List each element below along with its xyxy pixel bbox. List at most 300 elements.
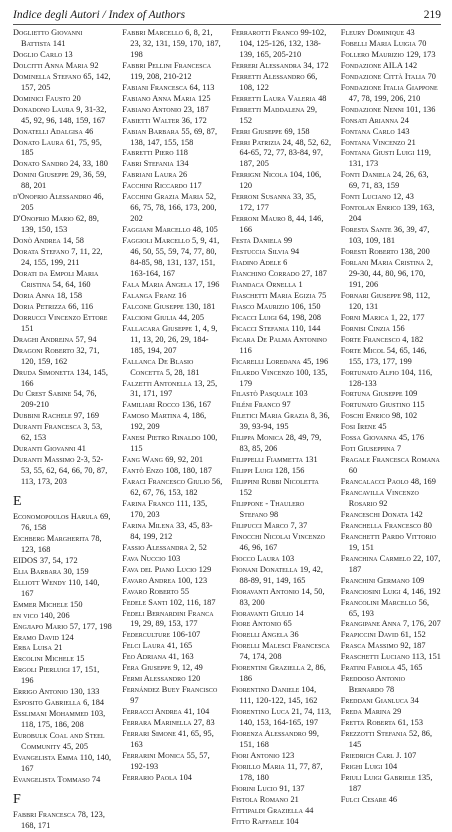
page-refs: 21	[407, 137, 416, 147]
index-entry	[13, 313, 113, 335]
page-refs: 140, 206	[40, 610, 70, 620]
author-name: Fabbri Francesca	[13, 809, 76, 819]
author-name: Fedeli Bernardini Franca	[122, 608, 214, 618]
index-entry	[13, 654, 113, 665]
page-refs: 29	[392, 707, 402, 717]
author-name: Facchini Grazia Maria	[122, 192, 204, 202]
index-entry	[122, 477, 222, 499]
author-name: Filastò Pasquale	[231, 389, 293, 399]
author-name: Filippi Luigi	[231, 466, 273, 476]
index-entry	[122, 433, 222, 455]
author-name: Dorrucci Vincenzo Ettore	[13, 312, 108, 322]
index-entry	[13, 578, 113, 600]
page-refs: 15	[76, 654, 85, 664]
page-refs: 7, 11, 22, 24, 155, 199, 211	[21, 247, 103, 268]
index-entry	[341, 138, 441, 149]
page-refs: 134, 145, 166	[21, 367, 108, 388]
page-refs: 7, 176, 207	[402, 619, 441, 629]
index-entry	[341, 751, 441, 762]
author-name: Fera Giuseppe	[122, 663, 172, 673]
page-refs: 131	[305, 455, 318, 465]
index-entry	[341, 225, 441, 247]
index-entry	[122, 291, 222, 302]
page-refs: 46	[388, 794, 398, 804]
author-name: Fanesi Pietro Rinaldo	[122, 433, 201, 443]
author-name: Fermi Alessandro	[122, 674, 186, 684]
index-entry	[13, 50, 113, 61]
index-entry	[341, 795, 441, 806]
author-name: Fang Wang	[122, 455, 164, 465]
index-entry	[122, 718, 222, 729]
index-entry	[232, 302, 332, 313]
author-name: Farina Milena	[122, 520, 174, 530]
index-entry	[13, 534, 113, 556]
index-entry	[232, 729, 332, 751]
index-entry	[13, 709, 113, 731]
page-refs: 136, 167	[181, 400, 212, 410]
index-entry	[122, 181, 222, 192]
page-refs: 36, 39, 47, 103, 109, 181	[348, 225, 430, 246]
page-refs: 80	[423, 520, 432, 530]
index-entry	[13, 236, 113, 247]
author-name: Fontana Giusti Luigi	[340, 148, 415, 158]
page-refs: 12, 43	[392, 192, 414, 202]
index-entry	[122, 729, 222, 751]
page-refs: 14, 58	[62, 236, 84, 246]
page-refs: 20	[72, 93, 81, 103]
author-name: Dragoni Roberto	[13, 345, 75, 355]
page-refs: 54, 76, 209-210	[21, 389, 97, 410]
author-name: Fiorelli Malesci Francesca	[231, 641, 330, 651]
page-refs: 141	[52, 38, 66, 48]
index-entry	[232, 685, 332, 707]
index-entry	[13, 622, 113, 633]
index-entry	[122, 302, 222, 313]
page-refs: 21	[54, 643, 63, 653]
author-name: Donato Sandro	[13, 159, 68, 169]
index-entry	[122, 773, 222, 784]
index-entry	[341, 346, 441, 368]
author-name: Fontolan Enrico	[340, 203, 401, 213]
page-refs: 48, 169	[410, 477, 436, 487]
index-entry	[122, 751, 222, 773]
page-refs: 2, 29-30, 44, 80, 96, 170, 191, 206	[348, 258, 433, 289]
index-entry	[122, 170, 222, 181]
author-name: Economopoulos Harula	[13, 512, 98, 522]
page-refs: 2, 52	[190, 542, 207, 552]
index-entry	[13, 422, 113, 444]
page-refs: 78, 123, 168	[21, 533, 102, 554]
author-name: Fondazione Italia Giappone	[340, 82, 438, 92]
page-refs: 69, 76, 158	[21, 512, 111, 532]
author-name: Fiocco Laura	[231, 553, 280, 563]
page-refs: 48	[318, 93, 327, 103]
author-name: Frezzotti Stefania	[340, 729, 407, 738]
author-name: Fretta Roberta	[340, 718, 396, 728]
page-refs: 21	[290, 794, 299, 804]
index-entry	[232, 499, 332, 521]
index-entry	[122, 400, 222, 411]
page-refs: 41, 104	[184, 707, 210, 717]
author-name: Donatelli Adalgisa	[13, 126, 83, 136]
index-entry	[341, 411, 441, 422]
page-refs: 18, 158	[56, 290, 83, 300]
index-entry	[13, 643, 113, 654]
page-refs: 150	[69, 599, 83, 609]
page-refs: 124	[61, 632, 74, 642]
index-entry	[232, 784, 332, 795]
index-entry	[13, 61, 113, 72]
page-refs: 9, 31-32, 45, 92, 96, 148, 159, 167	[21, 104, 107, 125]
author-name: Emmer Michele	[13, 599, 68, 609]
page-refs: 106-107	[172, 630, 201, 640]
author-name: Ferretti Alessandro	[231, 71, 305, 81]
author-name: Esposito Gabriella	[13, 698, 81, 708]
author-name: Ferrarini Monica	[122, 750, 185, 760]
page-refs: 45, 205	[62, 742, 89, 752]
author-name: Fava Nuccio	[122, 553, 166, 563]
page-refs: 103	[281, 553, 295, 563]
page-refs: 23, 187	[183, 104, 209, 114]
page-refs: 46, 205	[21, 192, 104, 213]
page-refs: 75	[317, 290, 327, 300]
author-name: Fala Maria Angela	[122, 279, 193, 289]
page-refs: 100, 135, 179	[239, 367, 328, 388]
page-refs: 37, 54, 172	[39, 555, 78, 565]
index-entry	[232, 641, 332, 663]
page-refs: 8, 44, 146, 166	[239, 214, 324, 235]
index-entry	[122, 236, 222, 280]
index-entry	[341, 247, 441, 258]
index-entry	[341, 368, 441, 390]
author-name: Ferrigni Nicola	[231, 170, 288, 180]
author-name: Donini Giuseppe	[13, 170, 69, 180]
author-name: Fondazione Nenni	[340, 104, 404, 114]
index-entry	[341, 61, 441, 72]
author-name: Forte Francesco	[340, 334, 401, 344]
author-name: d'Onofrio Alessandro	[13, 192, 92, 202]
index-entry	[232, 170, 332, 192]
index-entry	[232, 389, 332, 400]
author-name: Facchini Riccardo	[122, 181, 188, 191]
index-entry	[232, 247, 332, 258]
index-entry	[341, 587, 441, 598]
author-name: Elia Barbara	[13, 566, 62, 576]
page-refs: 33, 45, 83-84, 199, 212	[130, 520, 213, 541]
author-name: Fioravanti Antonio	[231, 586, 300, 596]
page-refs: 66, 116	[68, 301, 94, 311]
author-name: Fava del Piano Lucio	[122, 564, 197, 574]
author-name: Engларо Mario	[13, 621, 68, 631]
author-name: Ferretti Laura Valeria	[231, 93, 316, 103]
page-refs: 104	[179, 772, 192, 782]
index-entry	[232, 335, 332, 357]
page-refs: 41, 65, 95, 163	[130, 729, 214, 749]
author-name: Dorati da Empoli Maria Cristina	[13, 268, 99, 289]
author-name: Elliott Wendy	[13, 577, 67, 587]
author-name: Fabietti Walter	[122, 115, 180, 125]
page-refs: 3, 53, 62, 153	[21, 422, 103, 443]
page-refs: 116	[239, 345, 252, 355]
index-entry	[13, 753, 113, 775]
page-refs: 130, 181	[185, 301, 216, 311]
index-entry	[122, 499, 222, 521]
author-name: Fondazione Città Italia	[340, 71, 426, 81]
index-entry	[232, 521, 332, 532]
page-refs: 135, 187	[348, 772, 433, 793]
section-letter: E	[13, 494, 22, 510]
index-entry	[232, 707, 332, 729]
author-name: Franchina Carmelo	[340, 553, 411, 563]
index-entry	[13, 72, 113, 94]
author-name: Ferrarotti Franco	[231, 28, 299, 37]
page-refs: 109	[411, 575, 425, 585]
page-refs: 113, 151	[411, 652, 442, 662]
index-entry	[232, 280, 332, 291]
author-name: Francalacci Paolo	[340, 477, 409, 487]
index-entry	[232, 357, 332, 368]
index-entry	[122, 105, 222, 116]
index-entry	[232, 554, 332, 565]
author-name: Francavilla Vincenzo Rosario	[340, 488, 419, 508]
index-entry	[13, 665, 113, 687]
index-entry	[341, 105, 441, 116]
index-entry	[122, 521, 222, 543]
author-name: Ferretti Maddalena	[231, 104, 305, 114]
author-name: Fabbri Marcello	[122, 28, 184, 37]
index-entry	[232, 313, 332, 324]
index-entry	[13, 611, 113, 622]
author-name: Fassio Alessandra	[122, 542, 188, 552]
index-entry	[122, 61, 222, 83]
page-refs: 108, 180, 187	[165, 466, 212, 476]
index-entry	[341, 83, 441, 105]
author-name: Errigo Antonio	[13, 687, 68, 697]
page-refs: 54, 65, 146, 155, 173, 177, 199	[348, 345, 427, 366]
author-name: Fortunato Giustino	[340, 400, 411, 410]
index-entry	[122, 641, 222, 652]
author-name: Doria Petrizza	[13, 301, 67, 311]
page-refs: 7	[396, 444, 402, 454]
author-name: Falcioni Giulia	[122, 312, 177, 322]
index-entry	[341, 433, 441, 444]
index-entry	[341, 663, 441, 674]
author-name: Evangelista Tommaso	[13, 774, 90, 784]
author-name: Fabri Stefania	[122, 159, 174, 169]
author-name: Friuli Luigi Gabriele	[340, 772, 416, 782]
author-name: Favaro Andrea	[122, 575, 176, 585]
author-name: Du Crest Sabine	[13, 389, 72, 399]
index-entry	[13, 127, 113, 138]
page-refs: 104	[384, 761, 398, 771]
page-refs: 97	[282, 400, 291, 410]
author-name: Fiaschetti Maria Egizia	[231, 290, 316, 300]
author-name: Freda Marina	[340, 707, 391, 717]
index-entry	[13, 28, 113, 50]
page-refs: 55, 57, 192-193	[130, 750, 210, 771]
author-name: Esslimani Mohammed	[13, 709, 89, 719]
page-refs: 103	[167, 553, 181, 563]
author-name: Ficara De Palma Antonino	[231, 334, 327, 344]
index-entry	[13, 138, 113, 160]
page-refs: 27, 187	[301, 268, 327, 278]
page-refs: 110, 144	[291, 323, 321, 333]
page-refs: 45, 165	[397, 663, 423, 673]
index-entry	[341, 576, 441, 587]
author-name: Frangipane Anna	[340, 619, 401, 629]
page-refs: 27, 83	[193, 718, 215, 728]
author-name: Dorata Stefano	[13, 247, 70, 257]
page-refs: 100, 123	[177, 575, 208, 585]
index-entry	[232, 609, 332, 620]
page-refs: 6	[283, 258, 288, 268]
author-name: Ficarelli Loredana	[231, 356, 301, 366]
author-name: Fortunato Alfio	[340, 367, 399, 377]
author-name: Farina Franco	[122, 498, 175, 508]
index-column-1	[13, 28, 113, 830]
page-refs: 28, 49, 79, 83, 85, 206	[239, 433, 322, 454]
author-name: Famoso Martina	[122, 411, 181, 421]
author-name: Fallanca De Blasio Concetta	[122, 356, 194, 377]
page-refs: 1, 22, 177	[390, 312, 425, 322]
author-name: Foresti Roberto	[340, 247, 399, 257]
author-name: Fontana Vincenzo	[340, 137, 406, 147]
author-name: Franceschi Donata	[340, 509, 409, 519]
page-refs: 92, 187	[400, 641, 426, 651]
author-name: Fonti Luciano	[340, 192, 391, 202]
author-name: Donato Laura	[13, 137, 64, 147]
page-refs: 6, 184	[83, 698, 105, 708]
header-title: Indice degli Autori / Index of Authors	[13, 9, 186, 21]
index-entry	[122, 707, 222, 718]
page-refs: 33, 35, 172, 177	[239, 192, 317, 213]
author-name: Duranti Giovanni	[13, 444, 76, 454]
page-refs: 55, 69, 87, 138, 147, 155, 158	[130, 126, 218, 147]
page-refs: 45, 176	[398, 433, 425, 443]
author-name: Fobelli Maria Luigia	[340, 38, 416, 48]
page-refs: 45, 196	[302, 356, 329, 366]
index-column-3	[231, 28, 332, 826]
index-entry	[232, 105, 332, 127]
index-entry	[13, 731, 113, 753]
author-name: Fiorenza Alessandro	[231, 729, 307, 738]
index-entry	[232, 587, 332, 609]
author-name: Duranti Francesca	[13, 422, 82, 432]
index-entry	[341, 203, 441, 225]
page-refs: 21, 74, 113, 140, 153, 164-165, 197	[239, 707, 332, 728]
author-name: Faraci Francesco Giulio	[122, 477, 210, 487]
page-refs: 1, 4, 9, 11, 13, 20, 26, 29, 184-185, 194, 207	[130, 323, 218, 355]
index-entry	[122, 159, 222, 170]
index-entry	[232, 806, 332, 817]
author-name: Fiorelli Angela	[231, 630, 289, 640]
index-entry	[341, 389, 441, 400]
author-name: Fiori Antonio	[231, 750, 280, 760]
index-entry	[13, 94, 113, 105]
index-entry	[341, 598, 441, 620]
index-entry	[122, 663, 222, 674]
page-refs: 6, 8, 21, 23, 32, 131, 159, 170, 187, 198	[130, 28, 221, 59]
page-refs: 61, 153	[397, 718, 424, 728]
page-refs: 69, 158	[284, 126, 310, 136]
author-name: Ficacci Stefania	[231, 323, 290, 333]
index-entry	[341, 488, 441, 510]
author-name: Filéni Franco	[231, 400, 281, 410]
index-entry	[13, 633, 113, 644]
index-entry	[341, 510, 441, 521]
index-entry	[122, 674, 222, 685]
index-entry	[13, 600, 113, 611]
page-refs: 36, 172	[181, 115, 207, 125]
page-refs: 8, 36, 39, 93-94, 195	[239, 411, 330, 432]
author-name: Faggioli Marcello	[122, 236, 190, 246]
page-refs: 24, 26, 63, 69, 71, 83, 159	[348, 170, 429, 191]
index-entry	[122, 94, 222, 105]
author-name: Fabian Barbara	[122, 126, 180, 136]
page-refs: 138, 200	[400, 247, 430, 257]
author-name: Freddoso Antonio Bernardo	[340, 674, 405, 695]
index-entry	[122, 543, 222, 554]
page-refs: 11, 77, 87, 178, 180	[239, 761, 323, 782]
author-name: Fabiani Francesca	[122, 82, 188, 92]
author-name: Filippelli Fiammetta	[231, 455, 303, 465]
author-name: Filippini Rubbi Nicoletta	[231, 477, 319, 487]
author-name: Fittipaldi Graziella	[231, 805, 303, 815]
index-entry	[341, 258, 441, 291]
author-name: Foschi Enrico	[340, 411, 390, 421]
index-entry	[232, 258, 332, 269]
author-name: Ferrari Simone	[122, 729, 176, 738]
page-refs: 2, 86, 186	[239, 663, 326, 684]
index-entry	[341, 422, 441, 433]
index-entry	[232, 795, 332, 806]
author-name: Dominici Fausto	[13, 93, 71, 103]
author-name: Fratini Fabiola	[340, 663, 396, 673]
page-refs: 56, 65, 193	[348, 597, 430, 618]
author-name: Fonti Daniela	[340, 170, 391, 180]
index-entry	[13, 567, 113, 578]
index-entry	[13, 170, 113, 192]
index-entry	[341, 444, 441, 455]
page-refs: 16	[178, 290, 187, 300]
page-refs: 61, 152	[400, 630, 426, 640]
page-refs: 61, 75, 95, 185	[21, 137, 102, 158]
author-name: Ercolini Michele	[13, 654, 74, 664]
page-refs: 128, 156	[275, 466, 305, 476]
page-refs: 125	[197, 93, 211, 103]
index-entry	[13, 512, 113, 534]
author-name: Friedrich Carl J.	[340, 750, 402, 760]
index-entry	[341, 630, 441, 641]
index-entry	[341, 477, 441, 488]
author-name: Ferri Giuseppe	[231, 126, 283, 136]
page-refs: 19, 42, 88-89, 91, 149, 165	[239, 564, 323, 585]
index-entry	[232, 619, 332, 630]
page-refs: 7, 37	[290, 520, 308, 530]
index-entry	[13, 302, 113, 313]
page-refs: 92	[379, 498, 388, 508]
page-refs: 41, 163	[168, 652, 194, 662]
page-refs: 14, 50, 83, 200	[239, 586, 325, 607]
author-name: Filippa Monica	[231, 433, 284, 443]
page-refs: 13	[64, 49, 73, 59]
author-name: Fiorillo Maria	[231, 761, 285, 771]
author-name: Fosi Irene	[340, 422, 377, 432]
page-refs: 56, 62, 67, 76, 153, 182	[130, 477, 223, 498]
page-refs: 98	[269, 509, 279, 519]
author-name: Evangelista Emma	[13, 753, 78, 762]
index-entry	[13, 214, 113, 236]
